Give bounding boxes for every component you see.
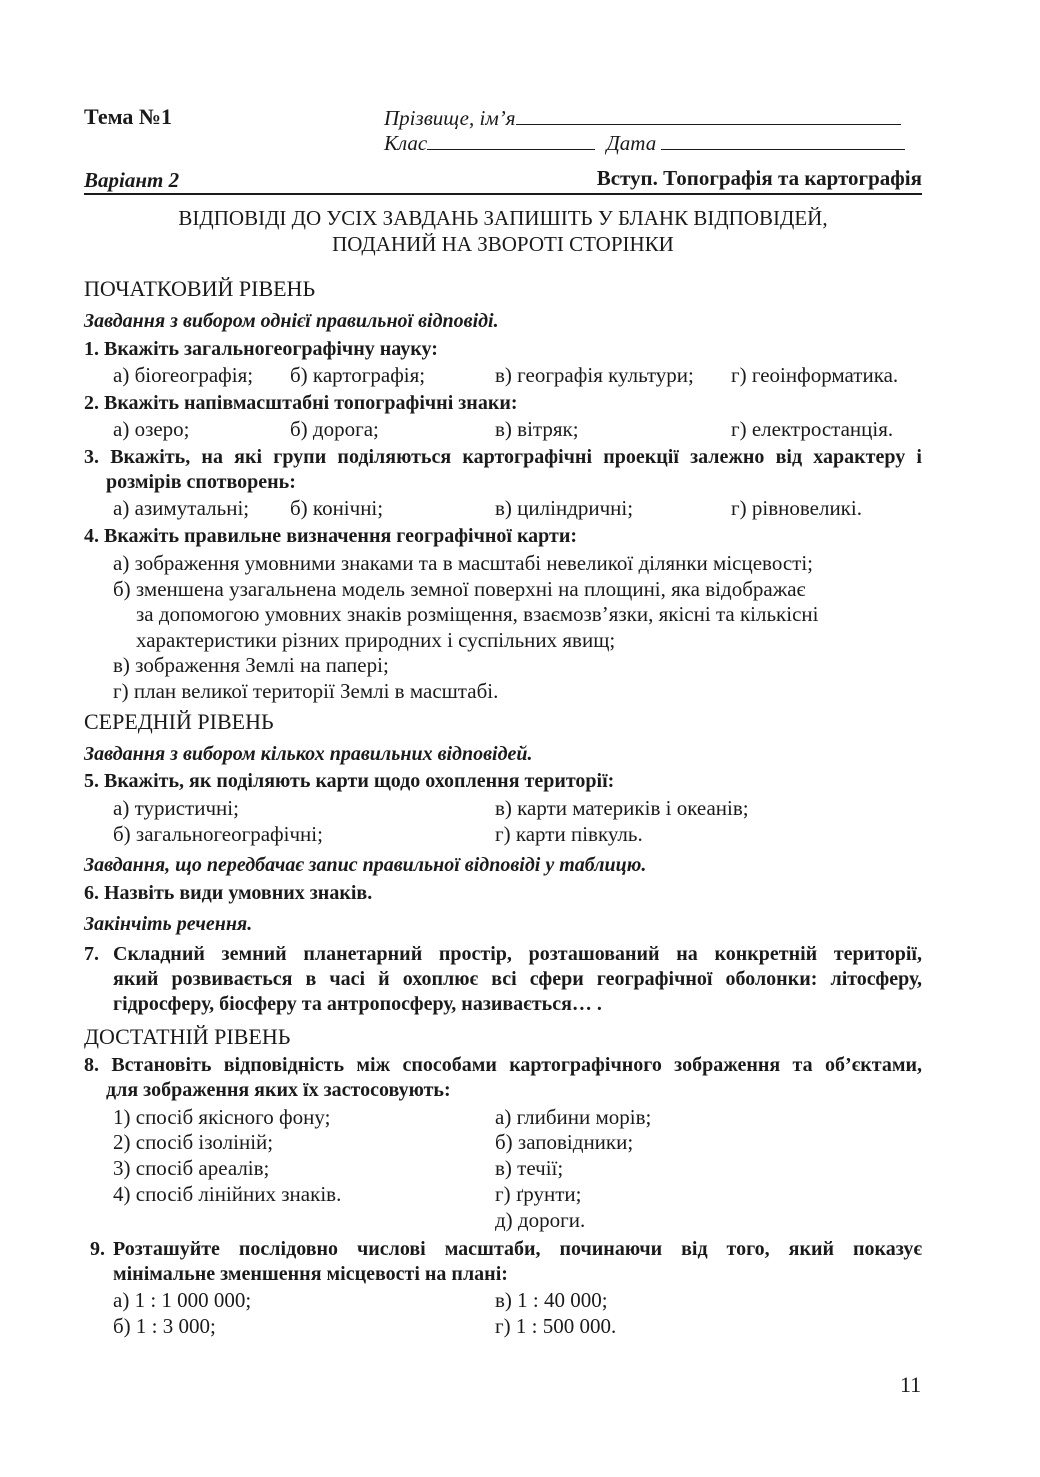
class-label: Клас	[384, 131, 428, 155]
question-4: 4. Вкажіть правильне визначення географічної карти:	[84, 525, 578, 547]
q9-option-a: а) 1 : 1 000 000;	[113, 1288, 252, 1312]
instruction-line-1: ВІДПОВІДІ ДО УСІХ ЗАВДАНЬ ЗАПИШІТЬ У БЛАНК ВІДПОВІДЕЙ,	[178, 206, 828, 230]
q8-right-item: д) дороги.	[495, 1208, 586, 1232]
question-7-line-3: гідросферу, біосферу та антропосферу, називається… .	[113, 993, 602, 1015]
question-7-number: 7.	[84, 943, 99, 965]
question-9-number: 9.	[90, 1238, 105, 1260]
q3-option-a: а) азимутальні;	[113, 496, 250, 520]
level2-subtitle-3: Закінчіть речення.	[84, 913, 253, 935]
surname-field	[384, 106, 901, 131]
q5-option-d: г) карти півкуль.	[495, 822, 643, 846]
q8-left-item: 4) спосіб лінійних знаків.	[113, 1182, 342, 1206]
surname-label: Прізвище, ім’я	[384, 106, 516, 130]
level2-subtitle-2: Завдання, що передбачає запис правильної відповіді у таблицю.	[84, 854, 647, 876]
question-3-line-2: розмірів спотворень:	[106, 471, 296, 493]
q8-left-item: 2) спосіб ізоліній;	[113, 1130, 274, 1154]
q5-option-c: в) карти материків і океанів;	[495, 796, 749, 820]
q2-option-a: а) озеро;	[113, 417, 190, 441]
level2-title: СЕРЕДНІЙ РІВЕНЬ	[84, 709, 274, 734]
q3-option-b: б) конічні;	[290, 496, 384, 520]
header-divider	[84, 193, 922, 195]
q9-option-b: б) 1 : 3 000;	[113, 1314, 216, 1338]
question-8-line-2: для зображення яких їх застосовують:	[106, 1079, 451, 1101]
question-5: 5. Вкажіть, як поділяють карти щодо охоплення території:	[84, 770, 615, 792]
question-8-line-1: 8. Встановіть відповідність між способами картографічного зображення та об’єктами,	[84, 1054, 922, 1076]
page-number: 11	[900, 1372, 922, 1397]
q8-right-item: а) глибини морів;	[495, 1105, 652, 1129]
section-title: Вступ. Топографія та картографія	[596, 166, 922, 190]
q8-left-item: 1) спосіб якісного фону;	[113, 1105, 331, 1129]
q5-option-a: а) туристичні;	[113, 796, 239, 820]
q1-option-a: а) біогеографія;	[113, 363, 254, 387]
q2-option-d: г) електростанція.	[731, 417, 894, 441]
q4-option-b-line-1: б) зменшена узагальнена модель земної поверхні на площині, яка відображає	[113, 577, 806, 601]
q1-option-c: в) географія культури;	[495, 363, 694, 387]
question-7-line-2: який розвивається в часі й охоплює всі сфери географічної оболонки: літосферу,	[113, 968, 922, 990]
surname-input-line[interactable]	[516, 106, 901, 125]
q4-option-c: в) зображення Землі на папері;	[113, 653, 389, 677]
q8-right-item: в) течії;	[495, 1156, 564, 1180]
question-9-line-2: мінімальне зменшення місцевості на плані:	[113, 1263, 508, 1285]
q1-option-b: б) картографія;	[290, 363, 426, 387]
q8-right-item: г) ґрунти;	[495, 1182, 582, 1206]
q9-option-d: г) 1 : 500 000.	[495, 1314, 617, 1338]
date-input-line[interactable]	[661, 131, 905, 150]
question-9-line-1: Розташуйте послідовно числові масштаби, починаючи від того, який показує	[113, 1238, 922, 1260]
level1-subtitle: Завдання з вибором однієї правильної відповіді.	[84, 310, 499, 332]
class-date-field	[384, 131, 905, 156]
question-7-line-1: Складний земний планетарний простір, розташований на конкретній території,	[113, 943, 922, 965]
question-2: 2. Вкажіть напівмасштабні топографічні знаки:	[84, 392, 518, 414]
q8-right-item: б) заповідники;	[495, 1130, 634, 1154]
date-label: Дата	[606, 131, 657, 155]
q4-option-a: а) зображення умовними знаками та в масштабі невеликої ділянки місцевості;	[113, 551, 814, 575]
question-3-line-1: 3. Вкажіть, на які групи поділяються картографічні проекції залежно від характеру і	[84, 446, 922, 468]
q2-option-c: в) вітряк;	[495, 417, 579, 441]
variant-label: Варіант 2	[84, 168, 180, 192]
q3-option-c: в) циліндричні;	[495, 496, 634, 520]
level3-title: ДОСТАТНІЙ РІВЕНЬ	[84, 1024, 291, 1049]
topic-title: Тема №1	[84, 104, 173, 129]
q1-option-d: г) геоінформатика.	[731, 363, 899, 387]
question-6: 6. Назвіть види умовних знаків.	[84, 882, 373, 904]
level2-subtitle: Завдання з вибором кількох правильних відповідей.	[84, 743, 533, 765]
q8-left-item: 3) спосіб ареалів;	[113, 1156, 270, 1180]
q4-option-d: г) план великої території Землі в масштабі.	[113, 679, 499, 703]
question-1: 1. Вкажіть загальногеографічну науку:	[84, 338, 438, 360]
level1-title: ПОЧАТКОВИЙ РІВЕНЬ	[84, 276, 316, 301]
q2-option-b: б) дорога;	[290, 417, 379, 441]
q5-option-b: б) загальногеографічні;	[113, 822, 323, 846]
q9-option-c: в) 1 : 40 000;	[495, 1288, 608, 1312]
q4-option-b-line-2: за допомогою умовних знаків розміщення, взаємозв’язки, якісні та кількісні	[136, 602, 819, 626]
class-input-line[interactable]	[427, 131, 595, 150]
q4-option-b-line-3: характеристики різних природних і суспільних явищ;	[136, 628, 616, 652]
instruction-line-2: ПОДАНИЙ НА ЗВОРОТІ СТОРІНКИ	[332, 232, 674, 256]
q3-option-d: г) рівновеликі.	[731, 496, 862, 520]
